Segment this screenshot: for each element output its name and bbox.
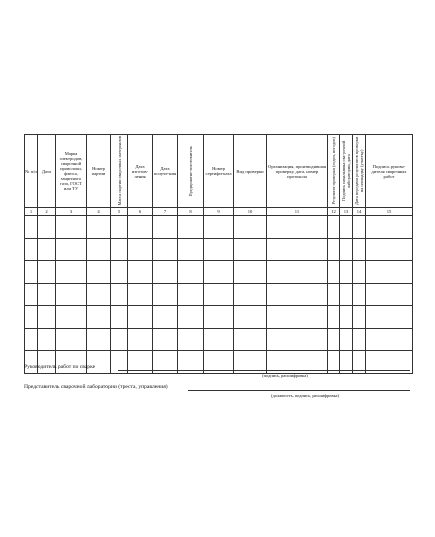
column-number: 4 [87,208,111,216]
table-cell[interactable] [25,216,38,239]
col-header-manufacturer-text: Предприятие-изготовитель [188,145,193,197]
table-cell[interactable] [267,261,328,284]
table-cell[interactable] [234,238,267,261]
table-cell[interactable] [128,216,153,239]
table-cell[interactable] [56,283,87,306]
table-cell[interactable] [25,238,38,261]
table-cell[interactable] [234,328,267,351]
table-cell[interactable] [128,261,153,284]
table-cell[interactable] [340,216,353,239]
table-cell[interactable] [87,216,111,239]
col-header-check-result-text: Результат проверки (годен, негоден) [331,137,336,205]
column-number: 13 [340,208,353,216]
table-cell[interactable] [340,328,353,351]
col-header-certificate-number: Номер сертифи-ката [204,135,234,208]
table-cell[interactable] [328,328,340,351]
table-cell[interactable] [340,238,353,261]
table-cell[interactable] [111,306,128,329]
table-cell[interactable] [56,238,87,261]
column-number: 9 [204,208,234,216]
table-cell[interactable] [353,283,366,306]
table-cell[interactable] [56,261,87,284]
table-cell[interactable] [38,216,56,239]
table-cell[interactable] [153,261,178,284]
table-cell[interactable] [87,238,111,261]
column-number: 3 [56,208,87,216]
table-cell[interactable] [178,328,204,351]
col-header-lab-head-signature-text: Подпись начальника сва-рочной лаборатории, дата [341,140,351,202]
table-cell[interactable] [366,328,413,351]
table-row [25,216,413,239]
welding-materials-journal-table [24,134,413,374]
table-cell[interactable] [366,216,413,239]
lab-rep-label: Представитель сварочной лаборатории (треста, управления) [24,384,168,390]
table-cell[interactable] [328,216,340,239]
col-header-batch-mass-text: Масса партии сварочных материалов [116,136,122,206]
table-cell[interactable] [340,283,353,306]
table-row [25,306,413,329]
table-cell[interactable] [204,306,234,329]
welding-head-label: Руководитель работ по сварке [24,364,96,370]
col-header-date: Дата [38,135,56,208]
table-cell[interactable] [111,328,128,351]
table-cell[interactable] [353,261,366,284]
col-header-transfer-date [353,135,366,208]
table-cell[interactable] [25,306,38,329]
column-number: 10 [234,208,267,216]
col-header-batch-number: Номер партии [87,135,111,208]
table-cell[interactable] [153,283,178,306]
welding-head-caption: (подпись, расшифровка) [262,373,308,378]
table-cell[interactable] [234,261,267,284]
column-number: 15 [366,208,413,216]
col-header-number: № п/п [25,135,38,208]
table-cell[interactable] [178,306,204,329]
lab-rep-caption: (должность, подпись, расшифровка) [271,393,339,398]
table-cell[interactable] [38,238,56,261]
table-cell[interactable] [340,306,353,329]
col-header-batch-mass [111,135,128,208]
table-cell[interactable] [178,216,204,239]
lab-rep-signature-line[interactable] [188,390,410,391]
col-header-checking-organization: Организация, производившая проверку, дата, номер протокола [267,135,328,208]
table-cell[interactable] [366,283,413,306]
table-cell[interactable] [267,306,328,329]
table-cell[interactable] [353,328,366,351]
column-number: 8 [178,208,204,216]
table-cell[interactable] [267,216,328,239]
col-header-lab-head-signature [340,135,353,208]
table-cell[interactable] [111,261,128,284]
column-number: 11 [267,208,328,216]
table-cell[interactable] [353,216,366,239]
table-cell[interactable] [267,283,328,306]
table-cell[interactable] [178,261,204,284]
column-number: 2 [38,208,56,216]
table-cell[interactable] [128,306,153,329]
column-number: 6 [128,208,153,216]
table-cell[interactable] [87,261,111,284]
col-header-material-brand: Марка электродов, сварочной проволоки, флюса, защитного газа, ГОСТ или ТУ [56,135,87,208]
column-number: 5 [111,208,128,216]
column-number: 7 [153,208,178,216]
welding-head-signature-line[interactable] [118,370,410,371]
table-cell[interactable] [38,328,56,351]
col-header-transfer-date-text: Дата передачи результатов проверки на площадку (участку) [354,136,364,206]
table-cell[interactable] [267,328,328,351]
table-cell[interactable] [234,216,267,239]
table-cell[interactable] [204,261,234,284]
col-header-manufacturer [178,135,204,208]
table-cell[interactable] [111,216,128,239]
table-cell[interactable] [178,238,204,261]
table-cell[interactable] [328,306,340,329]
table-cell[interactable] [38,261,56,284]
col-header-welding-head-signature: Подпись руково-дителя сварочных работ [366,135,413,208]
table-cell[interactable] [25,328,38,351]
table-cell[interactable] [25,283,38,306]
table-cell[interactable] [56,216,87,239]
table-cell[interactable] [153,216,178,239]
table-cell[interactable] [366,238,413,261]
table-cell[interactable] [328,283,340,306]
table-cell[interactable] [38,306,56,329]
table-cell[interactable] [328,238,340,261]
table-row [25,261,413,284]
table-row [25,238,413,261]
table-cell[interactable] [178,283,204,306]
table-cell[interactable] [153,238,178,261]
table-cell[interactable] [128,328,153,351]
table-cell[interactable] [204,283,234,306]
table-cell[interactable] [87,283,111,306]
table-cell[interactable] [153,328,178,351]
table-cell[interactable] [353,306,366,329]
table-cell[interactable] [25,261,38,284]
col-header-check-result [328,135,340,208]
table-cell[interactable] [328,261,340,284]
table-cell[interactable] [56,328,87,351]
col-header-manufacture-date: Дата изготов-ления [128,135,153,208]
column-number-row [25,208,413,216]
table-row [25,328,413,351]
table-cell[interactable] [267,238,328,261]
table-cell[interactable] [340,261,353,284]
column-number: 14 [353,208,366,216]
table-cell[interactable] [111,238,128,261]
table-cell[interactable] [128,283,153,306]
table-cell[interactable] [111,283,128,306]
table-cell[interactable] [56,306,87,329]
table-cell[interactable] [87,328,111,351]
table-cell[interactable] [234,306,267,329]
table-cell[interactable] [366,261,413,284]
table-cell[interactable] [353,238,366,261]
col-header-check-type: Вид проверки [234,135,267,208]
table-row [25,283,413,306]
column-number: 12 [328,208,340,216]
table-cell[interactable] [204,216,234,239]
table-header-row [25,135,413,208]
table-cell[interactable] [153,306,178,329]
table-cell[interactable] [128,238,153,261]
table-cell[interactable] [204,328,234,351]
table-cell[interactable] [234,283,267,306]
col-header-receipt-date: Дата получе-ния [153,135,178,208]
table-cell[interactable] [87,306,111,329]
table-cell[interactable] [204,238,234,261]
table-cell[interactable] [366,306,413,329]
table-cell[interactable] [38,283,56,306]
column-number: 1 [25,208,38,216]
